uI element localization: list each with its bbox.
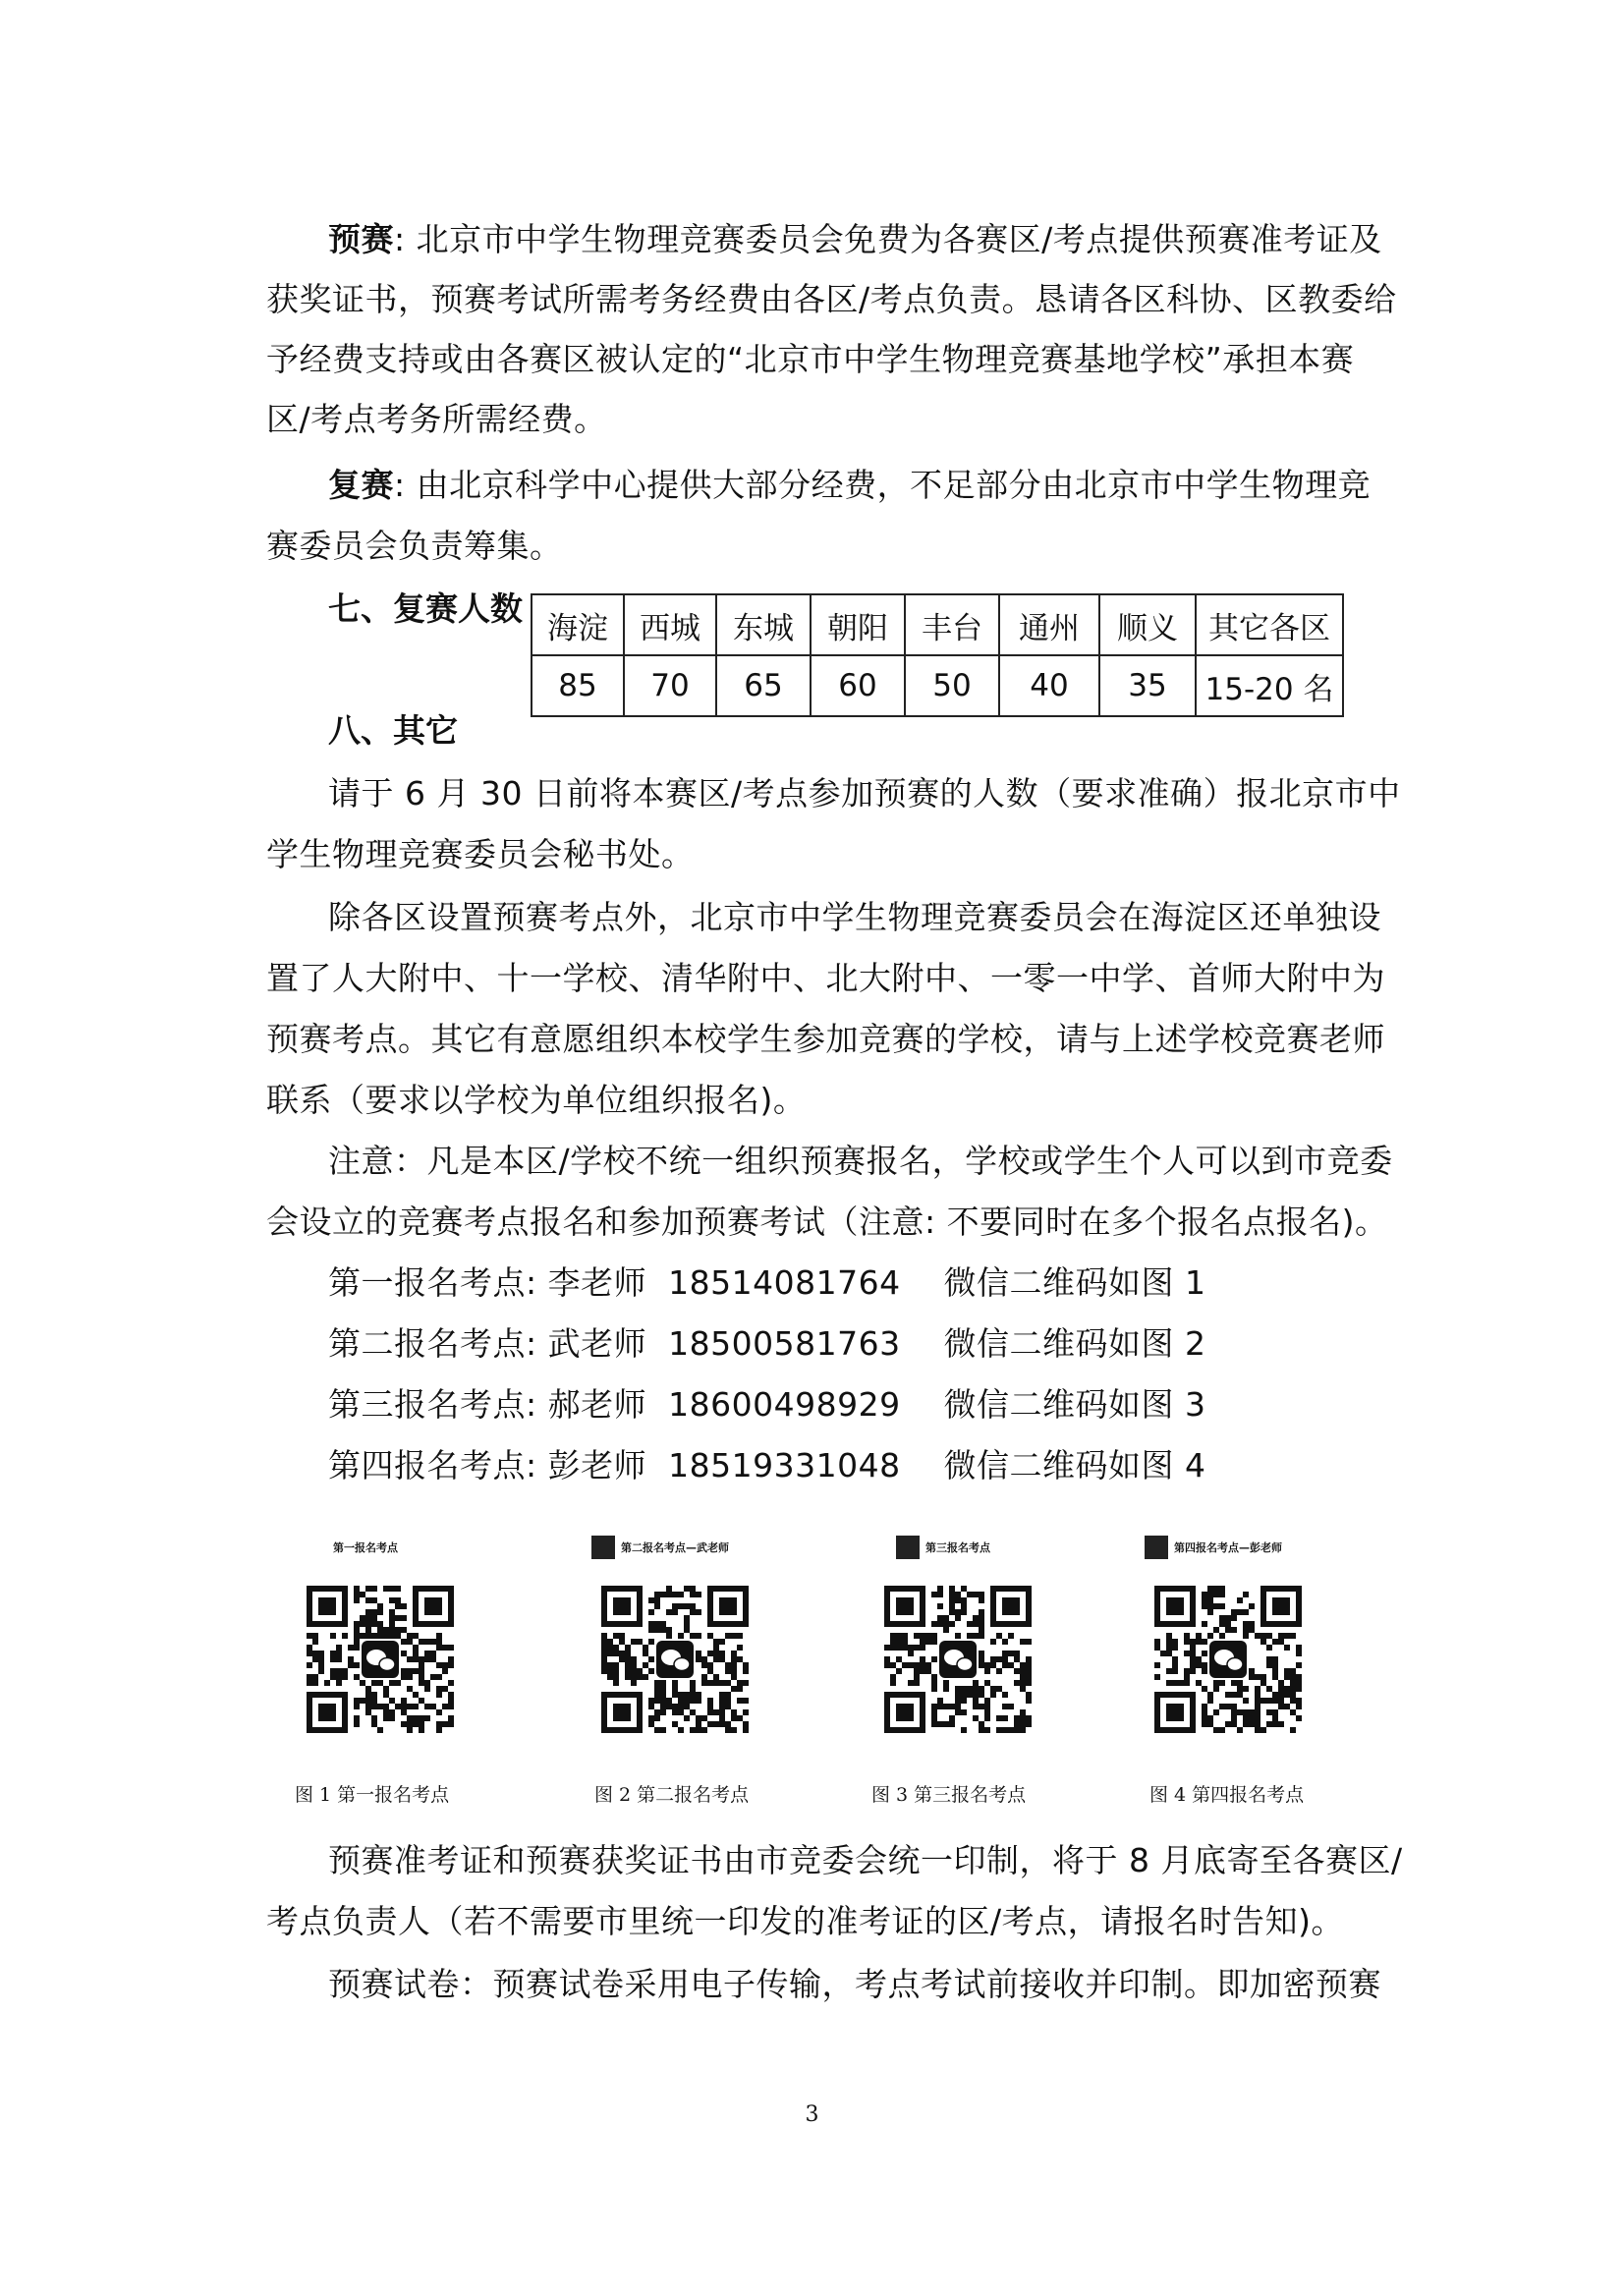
final-line-2: 赛委员会负责筹集。 bbox=[266, 527, 563, 565]
qr-caption-4: 图 4 第四报名考点 bbox=[1149, 1784, 1305, 1806]
certificate-line: 预赛试卷：预赛试卷采用电子传输，考点考试前接收并印制。即加密预赛 bbox=[328, 1965, 1381, 2003]
quota-table bbox=[531, 593, 1344, 717]
count-cell: 15-20 名 bbox=[1196, 655, 1343, 716]
prelim-text: : 北京市中学生物理竞赛委员会免费为各赛区/考点提供预赛准考证及 bbox=[394, 220, 1382, 258]
qr-header bbox=[257, 1533, 474, 1562]
qr-code-4 bbox=[1154, 1586, 1302, 1733]
contact-phone: 18500581763 bbox=[668, 1324, 901, 1363]
certificate-line: 考点负责人（若不需要市里统一印发的准考证的区/考点，请报名时告知)。 bbox=[266, 1902, 1344, 1940]
qr-code-1 bbox=[307, 1586, 454, 1733]
prelim-line-1 bbox=[328, 218, 1382, 261]
count-cell: 85 bbox=[532, 655, 624, 716]
qr-caption-2: 图 2 第二报名考点 bbox=[594, 1784, 750, 1806]
section8-line: 会设立的竞赛考点报名和参加预赛考试（注意: 不要同时在多个报名点报名)。 bbox=[266, 1203, 1388, 1241]
district-cell: 通州 bbox=[999, 594, 1099, 655]
section8-line: 请于 6 月 30 日前将本赛区/考点参加预赛的人数（要求准确）报北京市中 bbox=[328, 774, 1401, 812]
contact-teacher: 彭老师 bbox=[547, 1446, 647, 1484]
section8-line: 预赛考点。其它有意愿组织本校学生参加竞赛的学校，请与上述学校竞赛老师 bbox=[266, 1020, 1385, 1058]
district-cell: 朝阳 bbox=[811, 594, 905, 655]
contact-line bbox=[328, 1444, 1206, 1487]
contact-line bbox=[328, 1383, 1206, 1427]
quota-count-row bbox=[532, 655, 1343, 716]
contact-wechat: 微信二维码如图 1 bbox=[943, 1263, 1206, 1302]
avatar-icon bbox=[1145, 1536, 1168, 1559]
certificate-line: 预赛准考证和预赛获奖证书由市竞委会统一印制，将于 8 月底寄至各赛区/ bbox=[328, 1841, 1403, 1879]
contact-phone: 18600498929 bbox=[668, 1385, 901, 1424]
quota-district-row bbox=[532, 594, 1343, 655]
section7-heading: 七、复赛人数 bbox=[328, 589, 523, 628]
district-cell: 其它各区 bbox=[1196, 594, 1343, 655]
contact-teacher: 武老师 bbox=[547, 1324, 647, 1363]
qr-caption-3: 图 3 第三报名考点 bbox=[871, 1784, 1027, 1806]
qr-header bbox=[835, 1533, 1051, 1562]
contact-teacher: 郝老师 bbox=[547, 1385, 647, 1424]
contact-wechat: 微信二维码如图 2 bbox=[943, 1324, 1206, 1363]
contact-wechat: 微信二维码如图 4 bbox=[943, 1446, 1206, 1484]
prelim-line-4: 区/考点考务所需经费。 bbox=[266, 400, 607, 438]
district-cell: 东城 bbox=[716, 594, 811, 655]
section8-heading: 八、其它 bbox=[328, 711, 458, 750]
count-cell: 50 bbox=[905, 655, 999, 716]
contact-site: 第三报名考点: bbox=[328, 1385, 537, 1424]
contact-phone: 18514081764 bbox=[668, 1263, 901, 1302]
avatar-icon bbox=[896, 1536, 920, 1559]
qr-header-text: 第二报名考点—武老师 bbox=[621, 1541, 729, 1554]
count-cell: 60 bbox=[811, 655, 905, 716]
contact-line bbox=[328, 1322, 1206, 1366]
district-cell: 海淀 bbox=[532, 594, 624, 655]
count-cell: 35 bbox=[1099, 655, 1196, 716]
qr-header bbox=[1105, 1533, 1321, 1562]
prelim-line-2: 获奖证书，预赛考试所需考务经费由各区/考点负责。恳请各区科协、区教委给 bbox=[266, 280, 1397, 318]
count-cell: 40 bbox=[999, 655, 1099, 716]
contact-line bbox=[328, 1261, 1206, 1305]
final-label: 复赛 bbox=[328, 466, 394, 504]
qr-header bbox=[552, 1533, 768, 1562]
qr-code-2 bbox=[601, 1586, 749, 1733]
contact-site: 第一报名考点: bbox=[328, 1263, 537, 1302]
district-cell: 顺义 bbox=[1099, 594, 1196, 655]
page-number: 3 bbox=[805, 2102, 819, 2127]
contact-site: 第二报名考点: bbox=[328, 1324, 537, 1363]
prelim-label: 预赛 bbox=[328, 220, 394, 258]
section8-line: 注意：凡是本区/学校不统一组织预赛报名，学校或学生个人可以到市竞委 bbox=[328, 1142, 1393, 1180]
final-text: : 由北京科学中心提供大部分经费，不足部分由北京市中学生物理竞 bbox=[394, 466, 1372, 504]
section8-line: 置了人大附中、十一学校、清华附中、北大附中、一零一中学、首师大附中为 bbox=[266, 959, 1385, 997]
qr-header-text: 第四报名考点—彭老师 bbox=[1174, 1541, 1282, 1554]
avatar-icon bbox=[591, 1536, 615, 1559]
count-cell: 65 bbox=[716, 655, 811, 716]
contact-teacher: 李老师 bbox=[547, 1263, 647, 1302]
qr-header-text: 第三报名考点 bbox=[925, 1541, 990, 1554]
qr-code-3 bbox=[884, 1586, 1032, 1733]
qr-caption-1: 图 1 第一报名考点 bbox=[295, 1784, 450, 1806]
count-cell: 70 bbox=[624, 655, 716, 716]
section8-line: 除各区设置预赛考点外，北京市中学生物理竞赛委员会在海淀区还单独设 bbox=[328, 898, 1381, 936]
district-cell: 丰台 bbox=[905, 594, 999, 655]
final-line-1 bbox=[328, 464, 1371, 507]
district-cell: 西城 bbox=[624, 594, 716, 655]
contact-phone: 18519331048 bbox=[668, 1446, 901, 1484]
section8-line: 学生物理竞赛委员会秘书处。 bbox=[266, 835, 695, 873]
contact-site: 第四报名考点: bbox=[328, 1446, 537, 1484]
section8-line: 联系（要求以学校为单位组织报名)。 bbox=[266, 1081, 807, 1119]
contact-wechat: 微信二维码如图 3 bbox=[943, 1385, 1206, 1424]
prelim-line-3: 予经费支持或由各赛区被认定的“北京市中学生物理竞赛基地学校”承担本赛 bbox=[266, 340, 1355, 378]
qr-header-text: 第一报名考点 bbox=[333, 1541, 398, 1554]
